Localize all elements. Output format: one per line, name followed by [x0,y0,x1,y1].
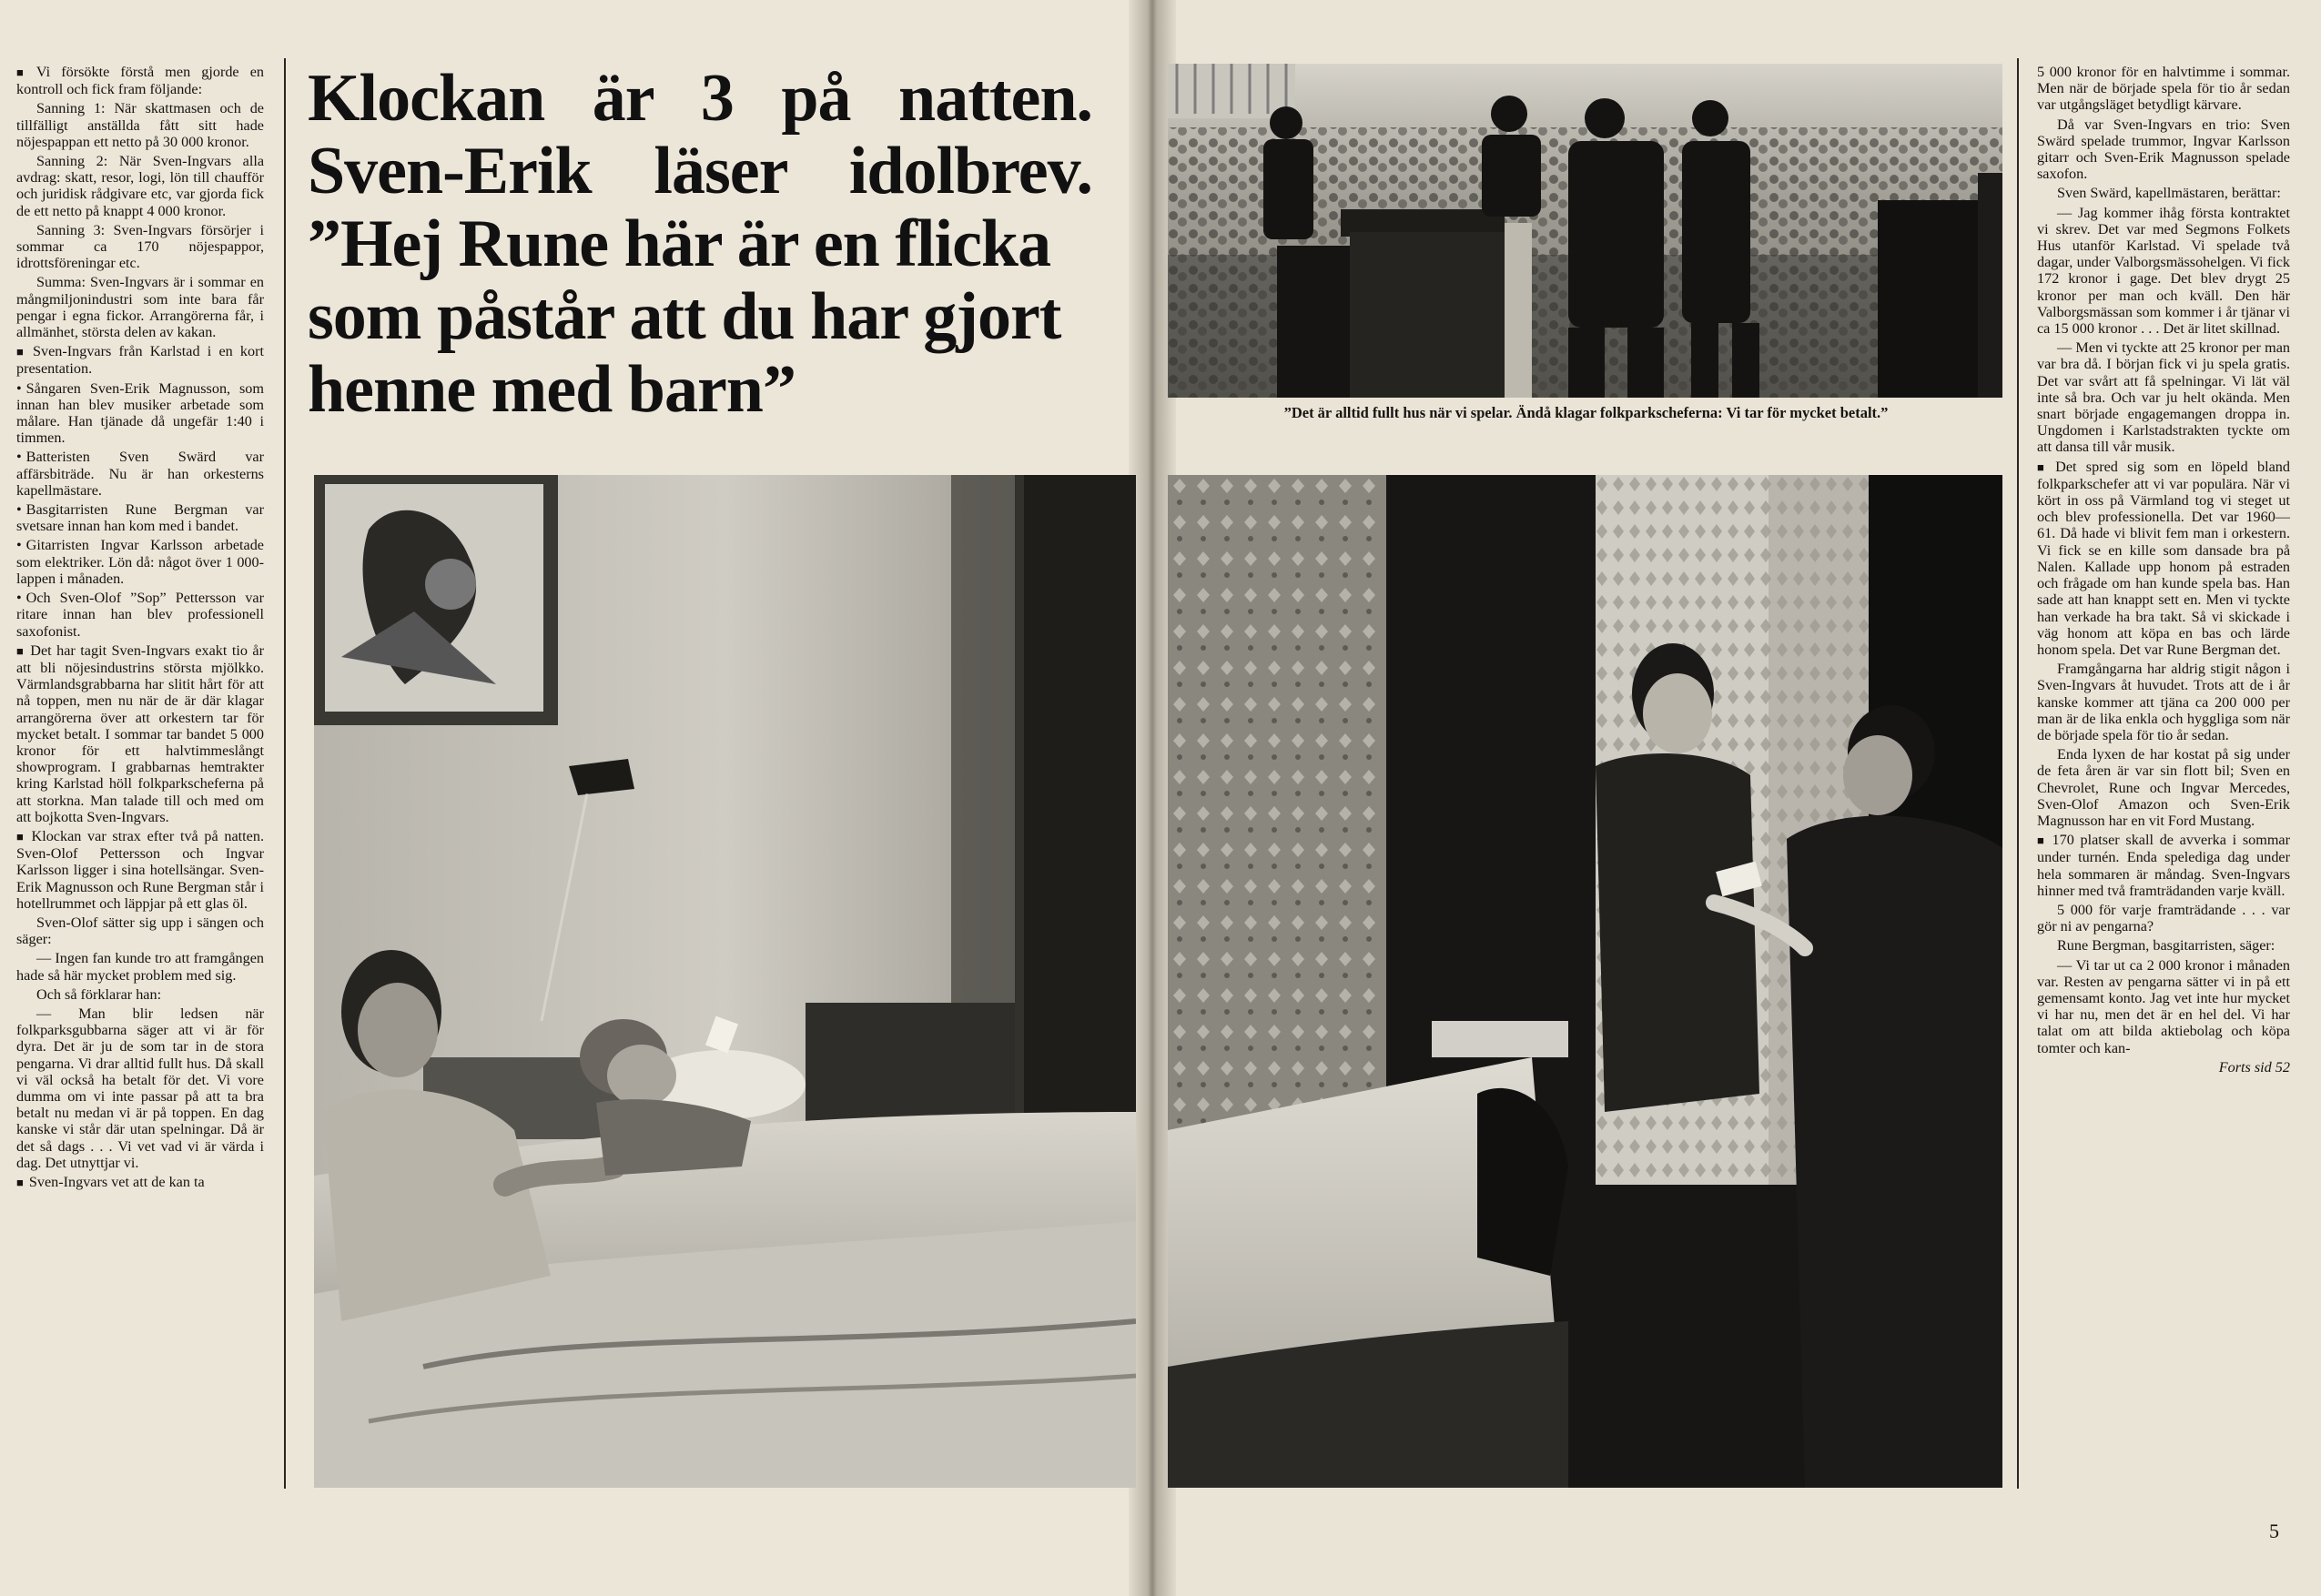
article-paragraph: — Vi tar ut ca 2 000 kronor i månaden var. Resten av pengarna sätter vi in på ett gemensamt konto. Jag vet inte hur mycket vi har nu, men det är en hel del. Vi har talat om att bilda aktiebolag och köpa tomter och kan- [2037,956,2290,1056]
continued-note: Forts sid 52 [2218,1058,2290,1076]
headline-line: Sven-Erik läser idolbrev. [308,134,1092,208]
article-paragraph: • Och Sven-Olof ”Sop” Pettersson var ritare innan han blev professionell saxofonist. [16,590,264,640]
article-paragraph: ■ Sven-Ingvars vet att de kan ta [16,1174,264,1191]
article-paragraph: • Basgitarristen Rune Bergman var svetsare innan han kom med i bandet. [16,501,264,534]
article-paragraph: • Batteristen Sven Swärd var affärsbiträde. Nu är han orkesterns kapellmästare. [16,449,264,499]
article-paragraph: • Gitarristen Ingvar Karlsson arbetade som elektriker. Lön då: något över 1 000-lappen i månaden. [16,537,264,587]
article-paragraph: Enda lyxen de har kostat på sig under de feta åren är var sin flott bil; Sven en Chevrolet, Rune och Ingvar Mercedes, Sven-Olof Amazon och Sven-Erik Magnusson har en vit Ford Mustang. [2037,746,2290,829]
photo-hotel-room-standing [1168,475,2002,1488]
headline-line: som påstår att du har gjort [308,279,1061,354]
article-paragraph: 5 000 för varje framträdande . . . var gör ni av pengarna? [2037,901,2290,935]
article-paragraph: ■ Sven-Ingvars från Karlstad i en kort presentation. [16,343,264,377]
article-paragraph: • Sångaren Sven-Erik Magnusson, som innan han blev musiker arbetade som målare. Han tjänade då ungefär 1:40 i timmen. [16,380,264,447]
right-text-column [2037,64,2290,1078]
headline-line: ”Hej Rune här är en flicka [308,207,1051,281]
article-paragraph: — Ingen fan kunde tro att framgången hade så här mycket problem med sig. [16,950,264,984]
article-paragraph: — Jag kommer ihåg första kontraktet vi skrev. Det var med Segmons Folkets Hus utanför Karlstad. Vi spelade två dagar, under Valborgsmässohelgen. Vi fick 172 kronor i gage. Det blev drygt 25 kronor per man och kväll. Den här Valborgsmässan som kommer i år tjänar vi ca 15 000 kronor . . . Det är litet skillnad. [2037,204,2290,338]
headline-line: henne med barn” [308,352,796,427]
article-paragraph: — Man blir ledsen när folkparksgubbarna säger att vi är för dyra. Det är ju de som tar in de stora pengarna. Vi drar alltid fullt hus. Då skall vi väl också ha betalt för det. Vi vore dumma om vi inte passar på att ta bra betalt nu medan vi är på toppen. En dag kanske vi står där utan spelningar. Då är det så dags . . . Vi vet vad vi är värda i dag. Det utnyttjar vi. [16,1005,264,1171]
article-paragraph: Framgångarna har aldrig stigit någon i Sven-Ingvars åt huvudet. Trots att de i år kanske kommer att tjäna ca 200 000 per man är de lika enkla och hyggliga som när de började spela för tio år sedan. [2037,661,2290,743]
article-paragraph: — Men vi tyckte att 25 kronor per man var bra då. I början fick vi ju spela gratis. Det var svårt att få spelningar. Vi lät väl inte så bra. Och var ju helt okända. Men snart började engagemangen droppa in. Ungdomen i Karlstadstrakten tyckte om att dansa till vår musik. [2037,339,2290,456]
article-paragraph: ■ Det spred sig som en löpeld bland folkparkschefer att vi var populära. När vi kört in oss på Värmland tog vi steget ut och blev professionella. Det var 1960—61. Då hade vi blivit fem man i orkestern. Vi fick se en kille som dansade bra på Nalen. Kallade upp honom på estraden och frågade om han kunde spela bas. Han sade att han knappt sett en. Men vi tyckte han verkade ha bra takt. Så vi skickade i väg honom att köpa en bas och lärde honom spela. Det var Rune Bergman det. [2037,459,2290,658]
article-paragraph: Då var Sven-Ingvars en trio: Sven Swärd spelade trummor, Ingvar Karlsson gitarr och Sven-Erik Magnusson spelade saxofon. [2037,116,2290,183]
article-paragraph: 5 000 kronor för en halvtimme i sommar. Men när de började spela för tio år sedan var utgångsläget betydligt kärvare. [2037,64,2290,114]
article-paragraph: Sanning 2: När Sven-Ingvars alla avdrag: skatt, resor, logi, lön till chaufför och juridisk rådgivare etc, var gjorda fick de ett netto på knappt 4 000 kronor. [16,153,264,219]
page-number: 5 [2269,1520,2279,1542]
hotel-room-beds-image [314,475,1136,1488]
article-paragraph: Rune Bergman, basgitarristen, säger: [2057,937,2275,955]
photo-hotel-room-beds [314,475,1136,1488]
article-paragraph: Sven-Olof sätter sig upp i sängen och säger: [16,914,264,948]
article-paragraph: Och så förklarar han: [36,985,162,1003]
article-paragraph: Summa: Sven-Ingvars är i sommar en mångmiljonindustri som inte bara får pengar i egna fickor. Arrangörerna får, i allmänhet, största delen av kakan. [16,274,264,341]
article-paragraph: Sanning 1: När skattmasen och de tillfälligt anställda fått sitt hade nöjespappan ett netto på 30 000 kronor. [16,100,264,150]
article-paragraph: ■ 170 platser skall de avverka i sommar under turnén. Enda spelediga dag under hela sommaren är måndag. Sven-Ingvars hinner med två framträdanden varje kväll. [2037,832,2290,899]
headline-line: Klockan är 3 på natten. [308,61,1092,136]
headline [308,62,1092,426]
article-paragraph: Sven Swärd, kapellmästaren, berättar: [2057,185,2281,202]
article-paragraph: Sanning 3: Sven-Ingvars försörjer i sommar ca 170 nöjespappor, idrottsföreningar etc. [16,221,264,272]
article-paragraph: ■ Vi försökte förstå men gjorde en kontroll och fick fram följande: [16,64,264,97]
article-paragraph: ■ Det har tagit Sven-Ingvars exakt tio år att bli nöjesindustrins största mjölkko. Värmlandsgrabbarna har slitit hårt för att nå toppen, men nu när de är där klagar arrangörerna över att orkestern tar för mycket betalt. I sommar tar bandet 5 000 kronor för ett halvtimmeslångt showprogram. I grabbarnas hemtrakter kring Karlstad höll folkparkscheferna på att storkna. Man talade till och med om att bojkotta Sven-Ingvars. [16,642,264,825]
left-column-rule [284,58,286,1489]
top-photo-caption: ”Det är alltid fullt hus när vi spelar. Ändå klagar folkparkscheferna: Vi tar för mycket betalt.” [1283,404,1889,421]
photo-band-on-stage [1168,64,2002,398]
right-column-rule [2017,58,2019,1489]
hotel-room-standing-image [1168,475,2002,1488]
band-on-stage-image [1168,64,2002,398]
article-paragraph: ■ Klockan var strax efter två på natten. Sven-Olof Pettersson och Ingvar Karlsson ligger i sina hotellsängar. Sven-Erik Magnusson och Rune Bergman står i hotellrummet och läppjar på ett glas öl. [16,828,264,912]
left-text-column [16,64,264,1194]
